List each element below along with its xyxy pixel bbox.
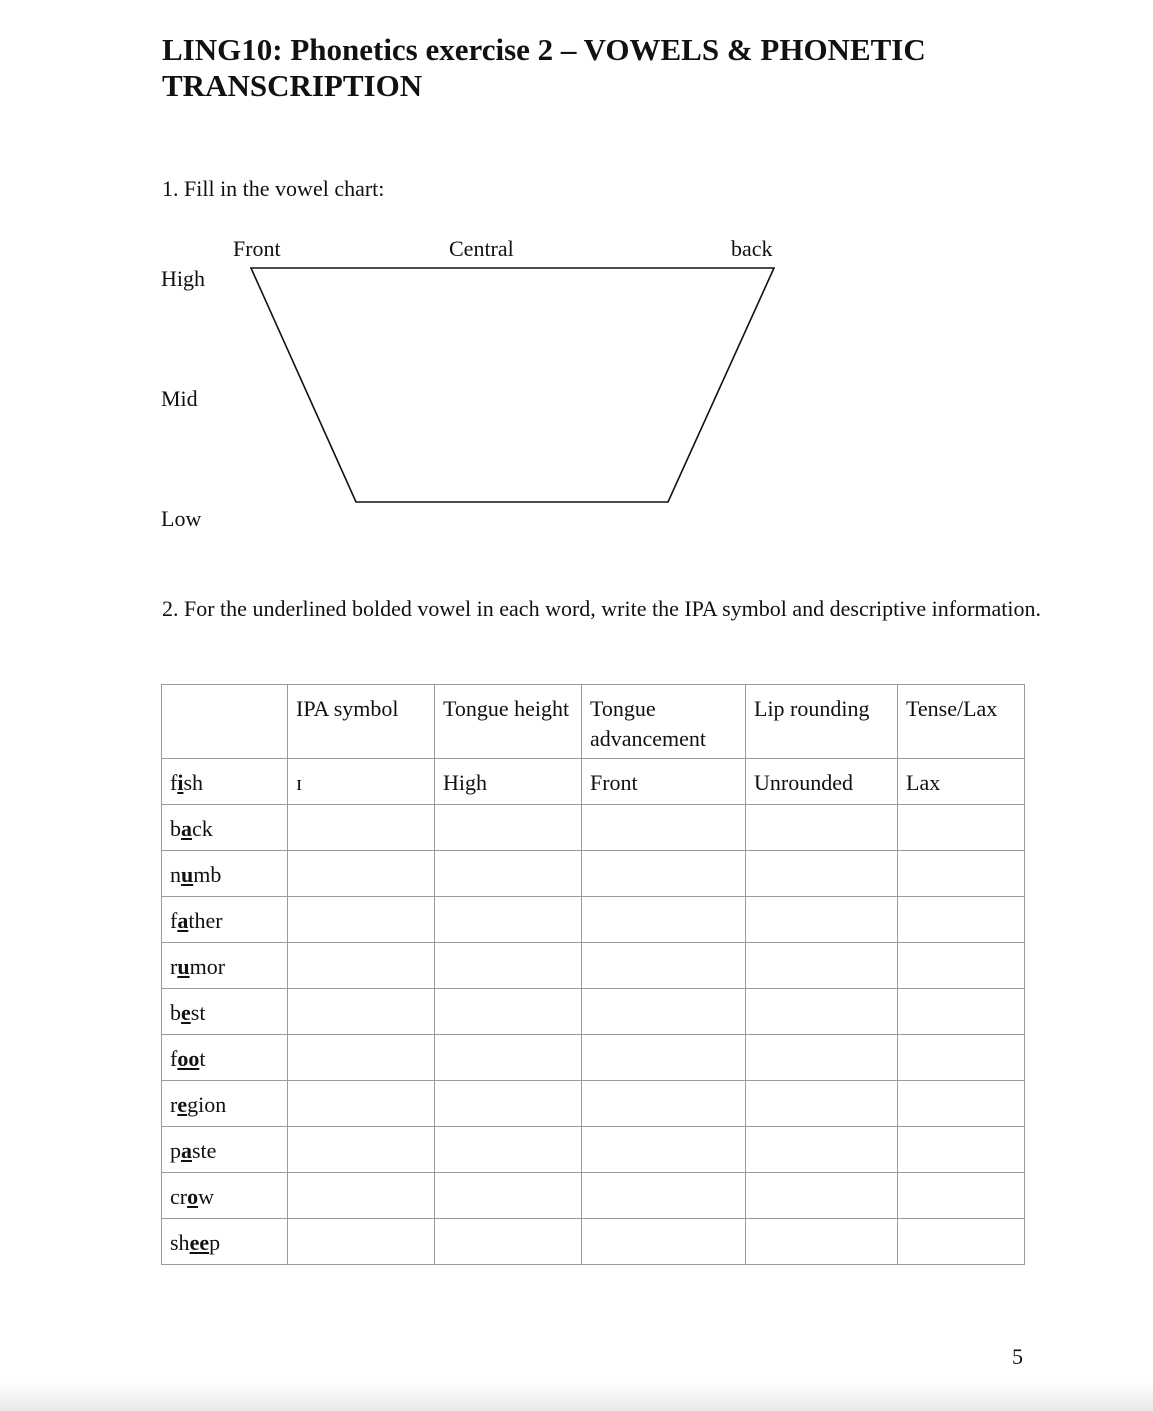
word-cell — [162, 805, 288, 851]
word-cell — [162, 851, 288, 897]
word-prefix: p — [170, 1138, 181, 1163]
table-row — [162, 1173, 1025, 1219]
header-tongue-height: Tongue height — [435, 685, 582, 759]
tongue-height-cell[interactable] — [435, 851, 582, 897]
lip-rounding-cell[interactable]: Unrounded — [746, 759, 898, 805]
table-row — [162, 805, 1025, 851]
tongue-height-cell[interactable] — [435, 805, 582, 851]
lip-rounding-cell[interactable] — [746, 805, 898, 851]
tongue-height-cell[interactable]: High — [435, 759, 582, 805]
tense-lax-cell[interactable] — [898, 1035, 1025, 1081]
tongue-height-cell[interactable] — [435, 1127, 582, 1173]
lip-rounding-cell[interactable] — [746, 943, 898, 989]
table-row — [162, 943, 1025, 989]
word-suffix: gion — [187, 1092, 227, 1117]
tongue-advancement-cell[interactable] — [582, 1127, 746, 1173]
word-suffix: ther — [188, 908, 223, 933]
ipa-cell[interactable] — [288, 1127, 435, 1173]
word-prefix: b — [170, 816, 181, 841]
word-vowel: e — [181, 1000, 191, 1025]
word-suffix: ck — [192, 816, 213, 841]
page-number: 5 — [1012, 1344, 1023, 1369]
word-cell — [162, 1081, 288, 1127]
ipa-cell[interactable] — [288, 989, 435, 1035]
word-prefix: f — [170, 770, 178, 795]
tongue-advancement-cell[interactable] — [582, 1035, 746, 1081]
tongue-advancement-cell[interactable] — [582, 989, 746, 1035]
tongue-advancement-cell[interactable] — [582, 1173, 746, 1219]
ipa-cell[interactable] — [288, 1219, 435, 1265]
vowel-table — [161, 684, 1025, 1265]
column-label-back: back — [731, 236, 773, 261]
tense-lax-cell[interactable] — [898, 851, 1025, 897]
word-vowel: ee — [189, 1230, 210, 1255]
tongue-height-cell[interactable] — [435, 943, 582, 989]
lip-rounding-cell[interactable] — [746, 1219, 898, 1265]
tense-lax-cell[interactable] — [898, 943, 1025, 989]
tense-lax-cell[interactable]: Lax — [898, 759, 1025, 805]
ipa-cell[interactable] — [288, 851, 435, 897]
word-prefix: b — [170, 1000, 181, 1025]
word-vowel: e — [177, 1092, 188, 1117]
question-2: 2. For the underlined bolded vowel in each word, write the IPA symbol and descriptive information. — [162, 596, 1042, 621]
word-vowel: a — [181, 816, 192, 841]
column-label-front: Front — [233, 236, 281, 261]
page-bottom-shadow — [0, 1383, 1153, 1411]
word-suffix: p — [209, 1230, 221, 1255]
row-label-mid: Mid — [161, 386, 198, 411]
word-cell — [162, 989, 288, 1035]
word-vowel: oo — [177, 1046, 200, 1071]
word-suffix: ste — [192, 1138, 217, 1163]
tense-lax-cell[interactable] — [898, 897, 1025, 943]
lip-rounding-cell[interactable] — [746, 897, 898, 943]
word-prefix: cr — [170, 1184, 188, 1209]
tense-lax-cell[interactable] — [898, 989, 1025, 1035]
tense-lax-cell[interactable] — [898, 805, 1025, 851]
ipa-cell[interactable]: ɪ — [288, 759, 435, 805]
lip-rounding-cell[interactable] — [746, 1173, 898, 1219]
header-ipa-symbol: IPA symbol — [288, 685, 435, 759]
header-word — [162, 685, 288, 759]
ipa-cell[interactable] — [288, 1173, 435, 1219]
header-tongue-advancement: Tongue advancement — [582, 685, 746, 759]
table-row — [162, 851, 1025, 897]
vowel-trapezoid[interactable] — [0, 0, 1153, 560]
lip-rounding-cell[interactable] — [746, 1127, 898, 1173]
word-cell — [162, 1219, 288, 1265]
table-row — [162, 1219, 1025, 1265]
word-prefix: n — [170, 862, 181, 887]
row-label-high: High — [161, 266, 205, 291]
word-vowel: u — [177, 954, 190, 979]
table-row — [162, 897, 1025, 943]
question-1: 1. Fill in the vowel chart: — [162, 176, 385, 201]
header-lip-rounding: Lip rounding — [746, 685, 898, 759]
word-vowel: i — [177, 770, 184, 795]
word-vowel: o — [187, 1184, 199, 1209]
tongue-advancement-cell[interactable]: Front — [582, 759, 746, 805]
word-prefix: f — [170, 1046, 178, 1071]
tongue-advancement-cell[interactable] — [582, 1219, 746, 1265]
ipa-cell[interactable] — [288, 1035, 435, 1081]
tongue-height-cell[interactable] — [435, 1219, 582, 1265]
tongue-advancement-cell[interactable] — [582, 1081, 746, 1127]
table-row — [162, 1127, 1025, 1173]
tongue-advancement-cell[interactable] — [582, 943, 746, 989]
column-label-central: Central — [449, 236, 514, 261]
word-suffix: st — [190, 1000, 206, 1025]
ipa-cell[interactable] — [288, 897, 435, 943]
tongue-height-cell[interactable] — [435, 989, 582, 1035]
word-cell — [162, 1127, 288, 1173]
word-vowel: a — [177, 908, 189, 933]
word-suffix: t — [199, 1046, 206, 1071]
word-suffix: mb — [193, 862, 222, 887]
tongue-height-cell[interactable] — [435, 897, 582, 943]
tense-lax-cell[interactable] — [898, 1081, 1025, 1127]
word-cell — [162, 1173, 288, 1219]
page-title: LING10: Phonetics exercise 2 – VOWELS & PHONETIC TRANSCRIPTION — [162, 32, 926, 103]
table-row — [162, 1035, 1025, 1081]
word-suffix: sh — [183, 770, 204, 795]
word-prefix: sh — [170, 1230, 190, 1255]
tongue-height-cell[interactable] — [435, 1035, 582, 1081]
word-suffix: w — [198, 1184, 214, 1209]
lip-rounding-cell[interactable] — [746, 989, 898, 1035]
lip-rounding-cell[interactable] — [746, 851, 898, 897]
ipa-cell[interactable] — [288, 1081, 435, 1127]
lip-rounding-cell[interactable] — [746, 1035, 898, 1081]
word-prefix: r — [170, 954, 178, 979]
ipa-cell[interactable] — [288, 943, 435, 989]
tense-lax-cell[interactable] — [898, 1127, 1025, 1173]
table-row — [162, 759, 1025, 805]
tongue-advancement-cell[interactable] — [582, 897, 746, 943]
header-tense-lax: Tense/Lax — [898, 685, 1025, 759]
row-label-low: Low — [161, 506, 202, 531]
tongue-advancement-cell[interactable] — [582, 805, 746, 851]
table-header-row — [162, 685, 1025, 759]
tense-lax-cell[interactable] — [898, 1219, 1025, 1265]
tongue-advancement-cell[interactable] — [582, 851, 746, 897]
word-vowel: a — [181, 1138, 192, 1163]
table-row — [162, 1081, 1025, 1127]
word-vowel: u — [181, 862, 194, 887]
lip-rounding-cell[interactable] — [746, 1081, 898, 1127]
word-cell — [162, 897, 288, 943]
word-cell — [162, 759, 288, 805]
table-row — [162, 989, 1025, 1035]
table-body — [162, 759, 1025, 1265]
tense-lax-cell[interactable] — [898, 1173, 1025, 1219]
tongue-height-cell[interactable] — [435, 1173, 582, 1219]
word-prefix: r — [170, 1092, 178, 1117]
ipa-cell[interactable] — [288, 805, 435, 851]
word-prefix: f — [170, 908, 178, 933]
word-cell — [162, 943, 288, 989]
word-cell — [162, 1035, 288, 1081]
tongue-height-cell[interactable] — [435, 1081, 582, 1127]
word-suffix: mor — [189, 954, 226, 979]
